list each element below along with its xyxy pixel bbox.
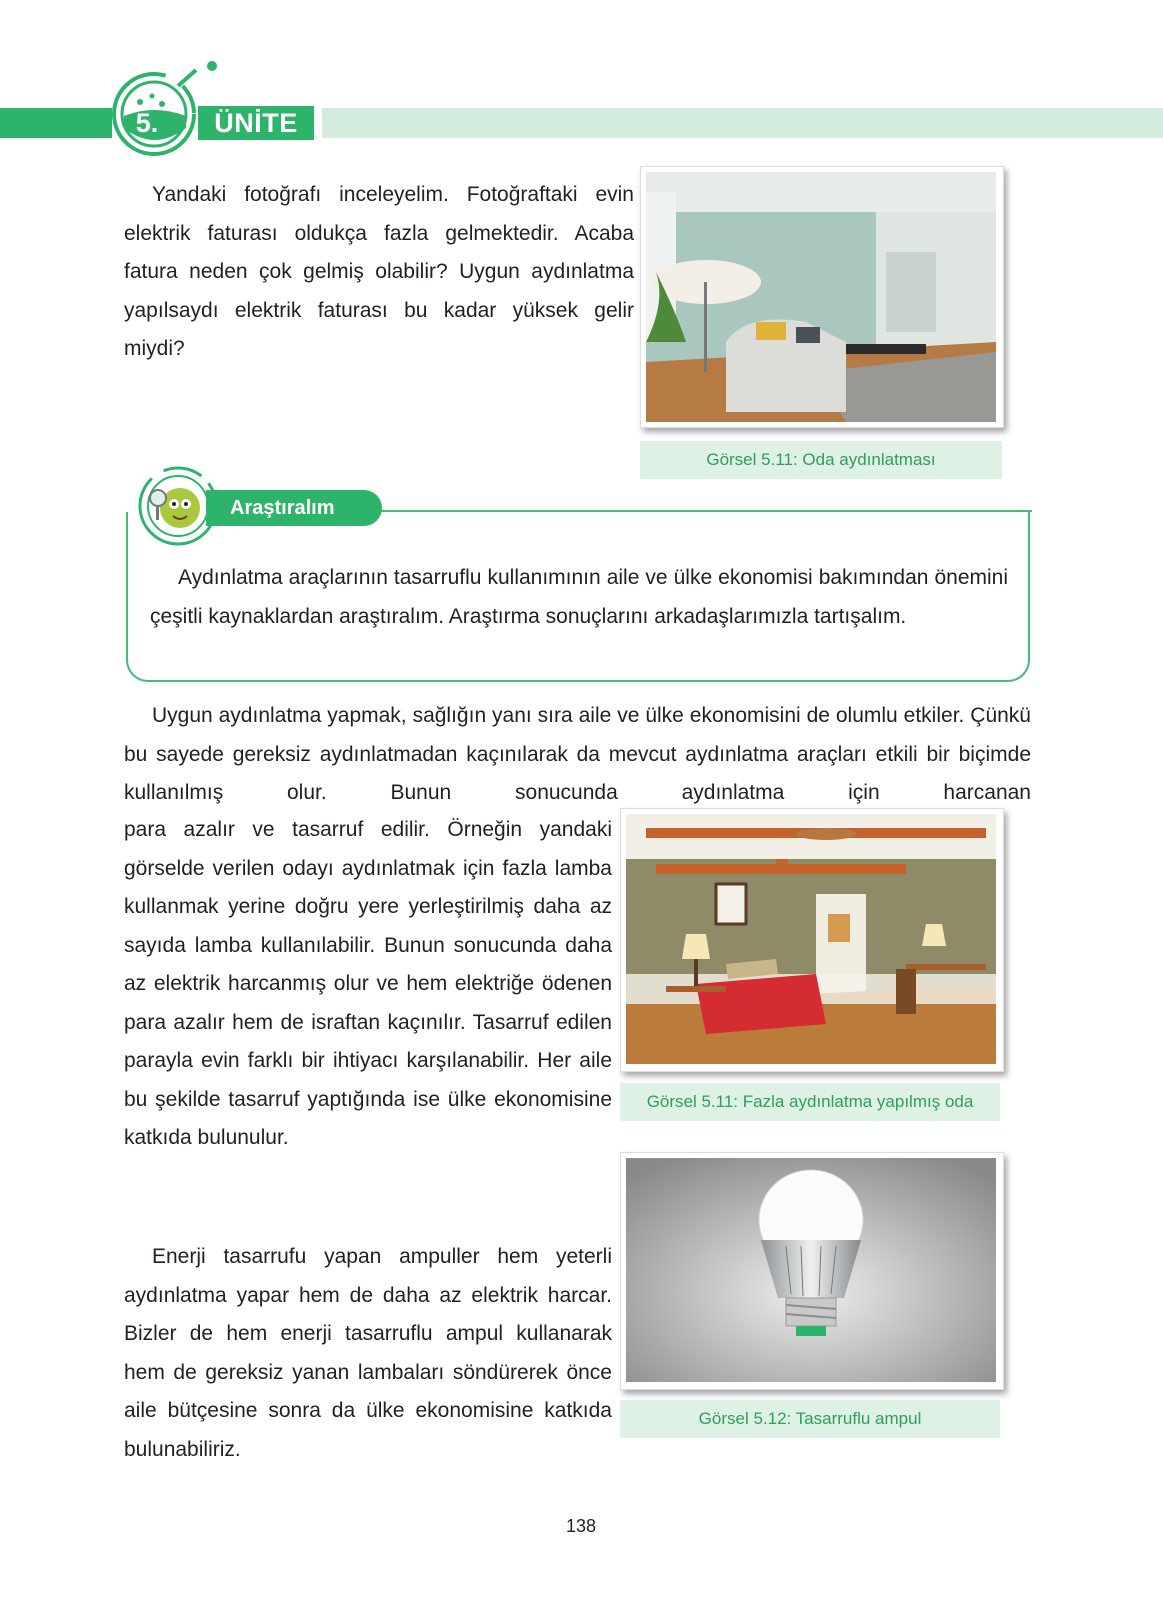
bulb-photo [620, 1152, 1004, 1390]
header-bar-left [0, 108, 112, 138]
research-text: Aydınlatma araçlarının tasarruflu kullanımının aile ve ülke ekonomisi bakımından önemini çeşitli kaynaklardan araştıralım. Araştırma sonuçlarını arkadaşlarımızla tartışalım. [150, 566, 1008, 628]
bright-room-photo [620, 808, 1004, 1072]
bulb-caption: Görsel 5.12: Tasarruflu ampul [620, 1400, 1000, 1438]
unit-number: 5. [135, 108, 159, 138]
research-title: Araştıralım [206, 490, 382, 526]
unit-label: ÜNİTE [198, 106, 314, 140]
paragraph-2: Uygun aydınlatma yapmak, sağlığın yanı sıra aile ve ülke ekonomisini de olumlu etkiler. Çünkü bu sayede gereksiz aydınlatmadan kaçınılarak da mevcut aydınlatma araçları etkili bir biçimde kullanılmış olur. Bunun sonucunda aydınlatma için harcanan [124, 704, 1031, 804]
paragraph-3: para azalır ve tasarruf edilir. Örneğin yandaki görselde verilen odayı aydınlatmak için fazla lamba kullanmak yerine doğru yere yerleştirilmiş daha az sayıda lamba kullanılabilir. Bunun sonucunda daha az elektrik harcanmış olur ve hem elektriğe ödenen para azalır hem de israftan kaçınılır. Tasarruf edilen parayla evin farklı bir ihtiyacı karşılanabilir. Her aile bu şekilde tasarruf yaptığında ise ülke ekonomisine katkıda bulunulur. [124, 818, 612, 1149]
bright-room-caption: Görsel 5.11: Fazla aydınlatma yapılmış oda [620, 1083, 1000, 1121]
page-number: 138 [565, 1516, 597, 1536]
room-caption: Görsel 5.11: Oda aydınlatması [640, 441, 1002, 479]
living-room-photo [640, 166, 1004, 428]
paragraph-4: Enerji tasarrufu yapan ampuller hem yeterli aydınlatma yapar hem de daha az elektrik harcar. Bizler de hem enerji tasarruflu ampul kullanarak hem de gereksiz yanan lambaları söndürerek önce aile bütçesine sonra da ülke ekonomisine katkıda bulunabiliriz. [124, 1245, 612, 1461]
header-bar-right [322, 108, 1163, 138]
intro-paragraph: Yandaki fotoğrafı inceleyelim. Fotoğraftaki evin elektrik faturası oldukça fazla gelmektedir. Acaba fatura neden çok gelmiş olabilir? Uygun aydınlatma yapılsaydı elektrik faturası bu kadar yüksek gelir miydi? [124, 183, 634, 360]
